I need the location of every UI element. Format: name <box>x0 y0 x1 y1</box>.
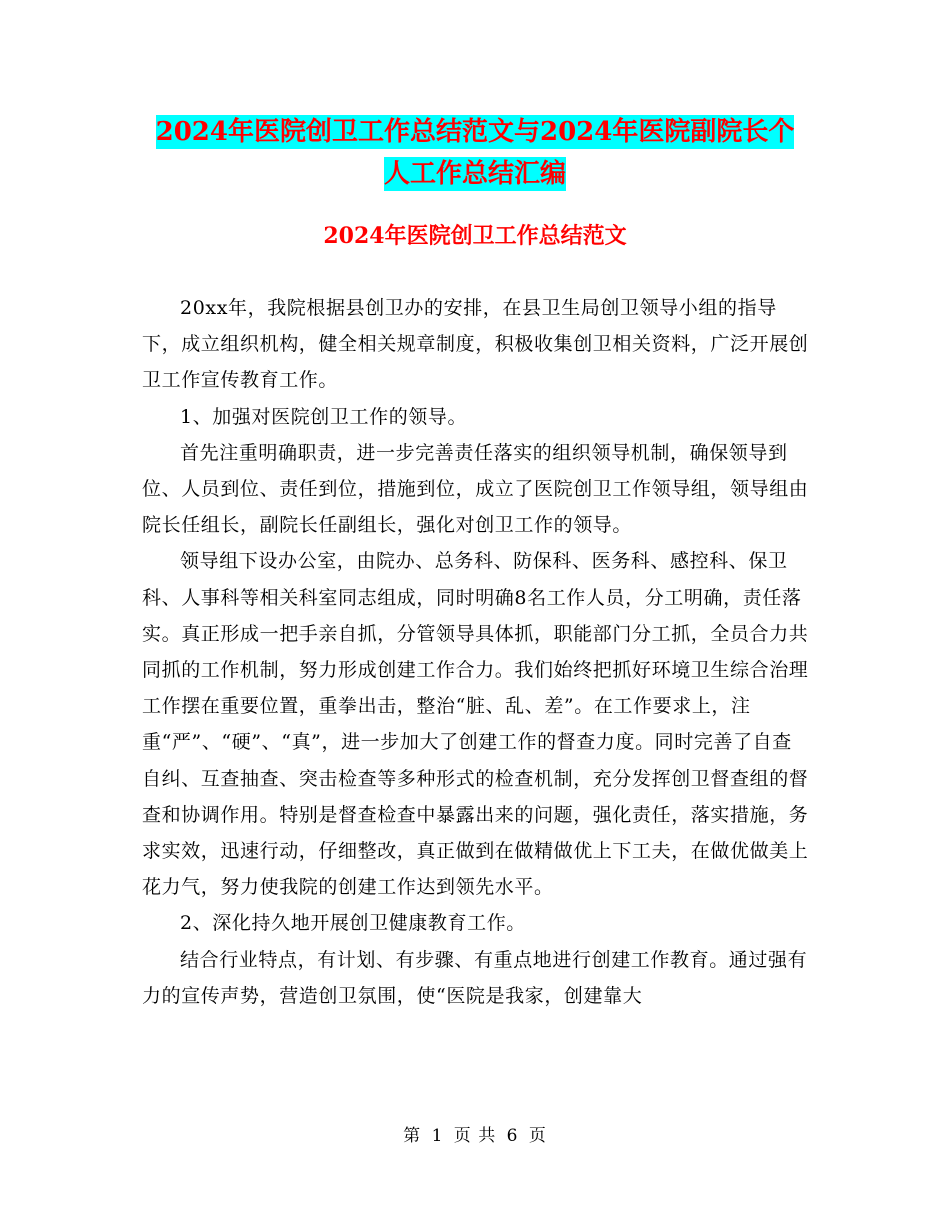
paragraph: 结合行业特点，有计划、有步骤、有重点地进行创建工作教育。通过强有力的宣传声势，营造创卫氛围，使“医院是我家，创建靠大 <box>142 948 808 1007</box>
paragraph: 首先注重明确职责，进一步完善责任落实的组织领导机制，确保领导到位、人员到位、责任到位，措施到位，成立了医院创卫工作领导组，领导组由院长任组长，副院长任副组长，强化对创卫工作的领导。 <box>142 441 809 537</box>
document-title-highlight: 人工作总结汇编 <box>383 159 566 189</box>
paragraph: 领导组下设办公室，由院办、总务科、防保科、医务科、感控科、保卫科、人事科等相关科室同志组成，同时明确8名工作人员，分工明确，责任落实。真正形成一把手亲自抓，分管领导具体抓，职能部门分工抓，全员合力共同抓的工作机制，努力形成创建工作合力。我们始终把抓好环境卫生综合治理工作摆在重要位置，重拳出击，整治“脏、乱、差”。在工作要求上，注重“严”、“硬”、“真”，进一步加大了创建工作的督查力度。同时完善了自查自纠、互查抽查、突击检查等多种形式的检查机制，充分发挥创卫督查组的督查和协调作用。特别是督查检查中暴露出来的问题，强化责任，落实措施，务求实效，迅速行动，仔细整改，真正做到在做精做优上下工夫，在做优做美上花力气，努力使我院的创建工作达到领先水平。 <box>142 550 809 899</box>
footer-page-number: 1 <box>431 1126 444 1146</box>
document-title-line-1 <box>0 114 950 150</box>
paragraph: 20xx年，我院根据县创卫办的安排，在县卫生局创卫领导小组的指导下，成立组织机构，健全相关规章制度，积极收集创卫相关资料，广泛开展创卫工作宣传教育工作。 <box>142 297 809 392</box>
section-title: 2024年医院创卫工作总结范文 <box>323 223 627 249</box>
page-footer <box>0 1124 950 1148</box>
document-title-line-2 <box>0 156 950 192</box>
footer-middle: 页 共 <box>453 1126 497 1146</box>
footer-total-pages: 6 <box>506 1126 519 1146</box>
footer-prefix: 第 <box>403 1126 422 1146</box>
document-title-highlight: 2024年医院创卫工作总结范文与2024年医院副院长个 <box>155 117 795 147</box>
footer-suffix: 页 <box>528 1126 547 1146</box>
paragraph: 2、深化持久地开展创卫健康教育工作。 <box>180 912 526 935</box>
document-body <box>142 290 810 1014</box>
paragraph: 1、加强对医院创卫工作的领导。 <box>180 405 468 428</box>
